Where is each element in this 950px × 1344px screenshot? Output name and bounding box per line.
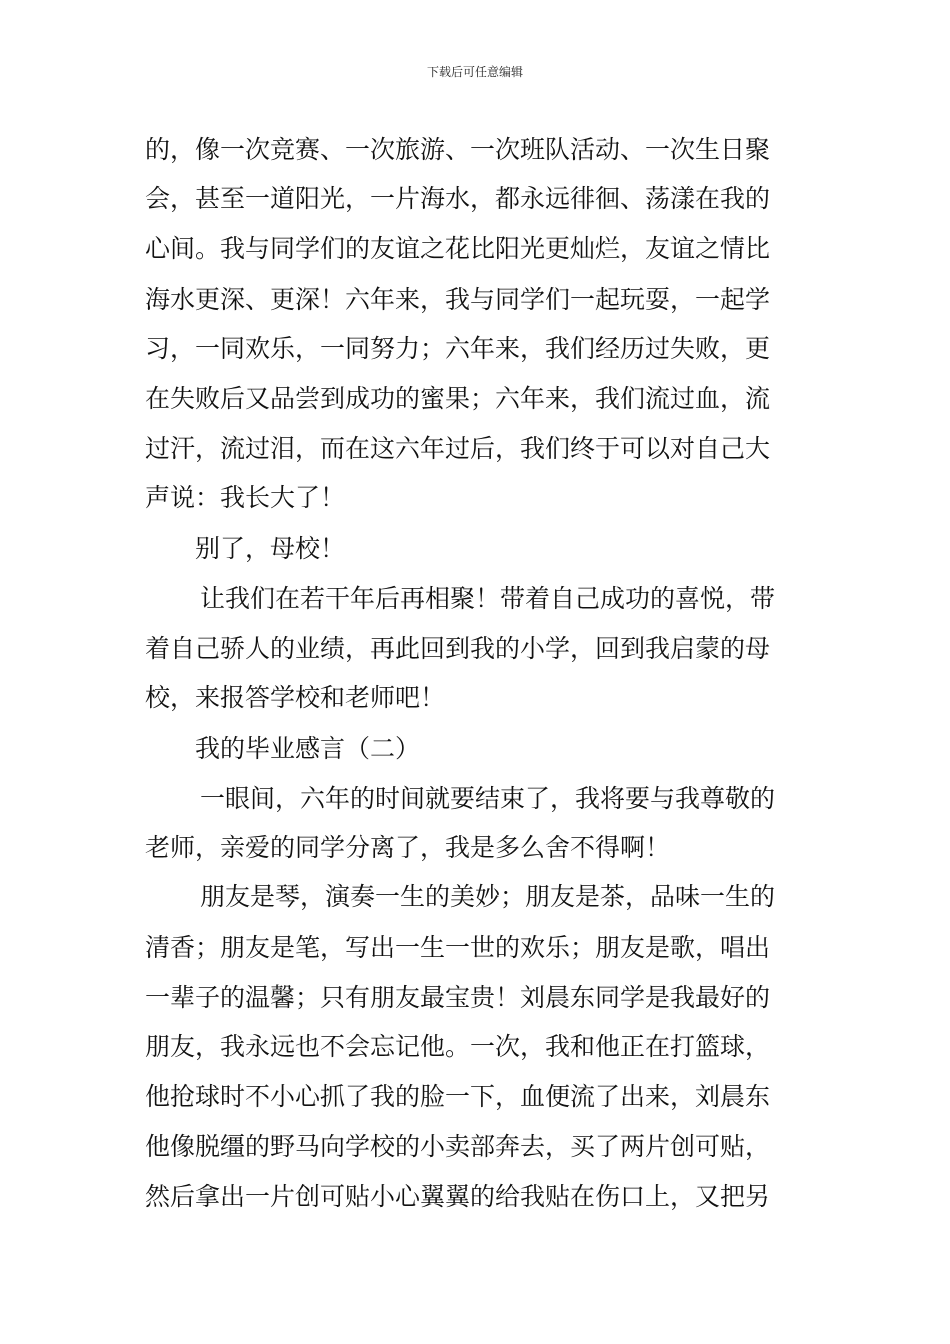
text-line: 他像脱缰的野马向学校的小卖部奔去，买了两片创可贴，: [145, 1132, 771, 1161]
text-line: 然后拿出一片创可贴小心翼翼的给我贴在伤口上，又把另: [145, 1182, 771, 1211]
text-line: 心间。我与同学们的友谊之花比阳光更灿烂，友谊之情比: [145, 234, 771, 263]
text-line: 声说：我长大了！: [145, 483, 346, 512]
text-line: 清香；朋友是笔，写出一生一世的欢乐；朋友是歌，唱出: [145, 933, 771, 962]
text-line: 老师，亲爱的同学分离了，我是多么舍不得啊！: [145, 833, 671, 862]
text-line: 习，一同欢乐，一同努力；六年来，我们经历过失败，更: [145, 334, 771, 363]
page-header: 下载后可任意编辑: [426, 65, 523, 79]
text-line: 过汗，流过泪，而在这六年过后，我们终于可以对自己大: [145, 434, 771, 463]
text-line: 的，像一次竞赛、一次旅游、一次班队活动、一次生日聚: [145, 135, 771, 164]
text-line: 校，来报答学校和老师吧！: [145, 683, 446, 712]
text-line: 会，甚至一道阳光，一片海水，都永远徘徊、荡漾在我的: [145, 184, 771, 213]
text-line: 他抢球时不小心抓了我的脸一下，血便流了出来，刘晨东: [145, 1082, 771, 1111]
text-line: 海水更深、更深！六年来，我与同学们一起玩耍，一起学: [145, 285, 771, 314]
text-line: 别了，母校！: [195, 534, 346, 563]
text-line: 一辈子的温馨；只有朋友最宝贵！刘晨东同学是我最好的: [145, 983, 771, 1012]
section-heading: 我的毕业感言（二）: [195, 734, 421, 763]
text-line: 让我们在若干年后再相聚！带着自己成功的喜悦，带: [200, 584, 776, 613]
text-line: 着自己骄人的业绩，再此回到我的小学，回到我启蒙的母: [145, 634, 771, 663]
text-line: 在失败后又品尝到成功的蜜果；六年来，我们流过血，流: [145, 384, 771, 413]
text-line: 朋友，我永远也不会忘记他。一次，我和他正在打篮球，: [145, 1032, 771, 1061]
text-line: 朋友是琴，演奏一生的美妙；朋友是茶，品味一生的: [200, 882, 776, 911]
text-line: 一眼间，六年的时间就要结束了，我将要与我尊敬的: [200, 784, 776, 813]
